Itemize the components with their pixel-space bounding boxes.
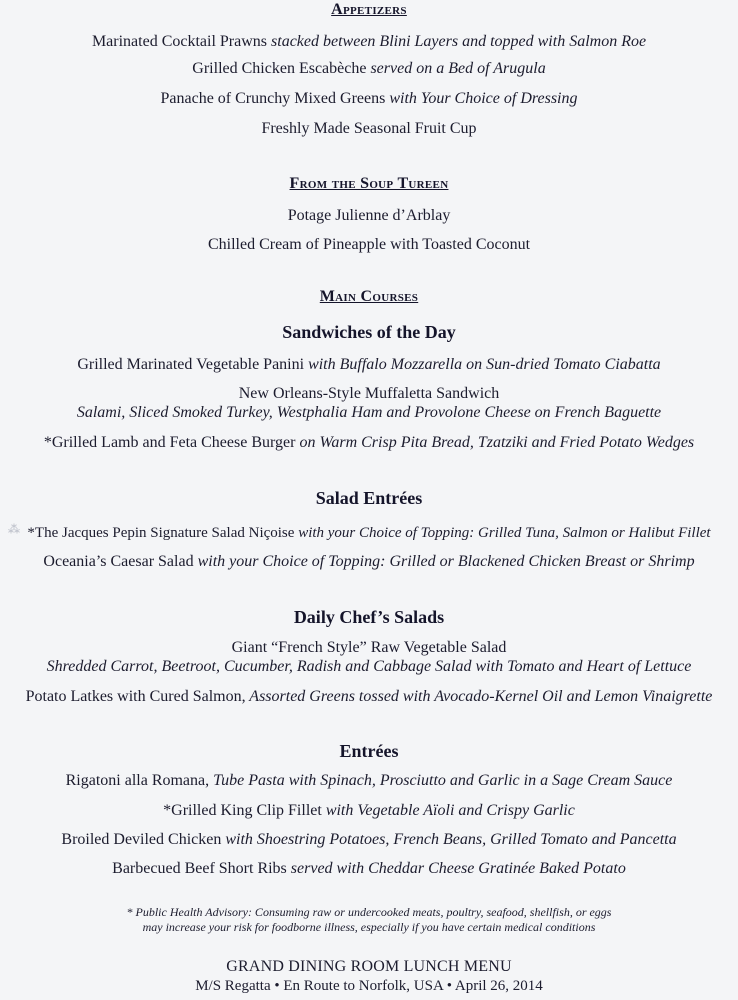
item-description: on Warm Crisp Pita Bread, Tzatziki and Fried Potato Wedges	[295, 434, 695, 451]
menu-item	[0, 89, 738, 109]
entrees-heading: Entrées	[339, 741, 399, 761]
item-name: *Grilled Lamb and Feta Cheese Burger	[43, 434, 296, 451]
item-description: with Vegetable Aïoli and Crispy Garlic	[321, 802, 575, 819]
menu-item	[0, 32, 738, 52]
appetizers-heading: Appetizers	[331, 1, 407, 18]
sandwiches-heading: Sandwiches of the Day	[282, 322, 456, 342]
menu-item	[0, 859, 738, 879]
menu-title: GRAND DINING ROOM LUNCH MENU	[226, 958, 512, 975]
item-name: Barbecued Beef Short Ribs	[112, 860, 287, 877]
menu-item	[0, 552, 738, 572]
item-name: Broiled Deviled Chicken	[61, 831, 222, 848]
item-name: Freshly Made Seasonal Fruit Cup	[261, 120, 477, 137]
item-description: with Your Choice of Dressing	[385, 90, 578, 107]
menu-item	[0, 830, 738, 850]
item-description: with your Choice of Topping: Grilled or Blackened Chicken Breast or Shrimp	[193, 553, 695, 570]
item-description: Assorted Greens tossed with Avocado-Kernel Oil and Lemon Vinaigrette	[245, 688, 713, 705]
menu-subtitle: M/S Regatta • En Route to Norfolk, USA • April 26, 2014	[195, 978, 543, 994]
item-description: with your Choice of Topping: Grilled Tuna, Salmon or Halibut Fillet	[294, 525, 711, 541]
menu-item	[0, 433, 738, 453]
item-description: served with Cheddar Cheese Gratinée Baked Potato	[286, 860, 626, 877]
item-description: stacked between Blini Layers and topped with Salmon Roe	[267, 33, 647, 50]
menu-item	[0, 59, 738, 79]
menu-item-description: Salami, Sliced Smoked Turkey, Westphalia Ham and Provolone Cheese on French Baguette	[76, 404, 662, 421]
main-courses-heading: Main Courses	[319, 288, 419, 305]
menu-item	[0, 771, 738, 791]
item-name: Rigatoni alla Romana,	[65, 772, 210, 789]
item-name: *The Jacques Pepin Signature Salad Niçoise	[27, 525, 295, 541]
menu-item: Chilled Cream of Pineapple with Toasted Coconut	[207, 236, 531, 253]
menu-item	[0, 119, 738, 139]
item-name: *Grilled King Clip Fillet	[163, 802, 322, 819]
item-name: Grilled Marinated Vegetable Panini	[77, 356, 305, 373]
soup-heading: From the Soup Tureen	[289, 175, 449, 192]
item-name: Potato Latkes with Cured Salmon,	[25, 688, 246, 705]
health-advisory-line-1: * Public Health Advisory: Consuming raw or undercooked meats, poultry, seafood, shellfish, or eggs	[126, 905, 612, 919]
health-advisory-line-2: may increase your risk for foodborne illness, especially if you have certain medical conditions	[142, 920, 596, 934]
menu-item: Potage Julienne d’Arblay	[287, 207, 451, 224]
menu-item	[0, 687, 738, 707]
print-artifact-icon: ⁂	[8, 522, 20, 536]
menu-item	[0, 801, 738, 821]
menu-item-name: New Orleans-Style Muffaletta Sandwich	[238, 385, 500, 402]
menu-item-name: Giant “French Style” Raw Vegetable Salad	[231, 639, 507, 656]
item-description: served on a Bed of Arugula	[366, 60, 546, 77]
chefs-salads-heading: Daily Chef’s Salads	[293, 607, 445, 627]
menu-item	[0, 523, 738, 543]
item-name: Oceania’s Caesar Salad	[43, 553, 194, 570]
salad-entrees-heading: Salad Entrées	[315, 488, 423, 508]
item-description: Tube Pasta with Spinach, Prosciutto and Garlic in a Sage Cream Sauce	[209, 772, 673, 789]
menu-item-description: Shredded Carrot, Beetroot, Cucumber, Radish and Cabbage Salad with Tomato and Heart of Lettuce	[46, 658, 692, 675]
item-name: Panache of Crunchy Mixed Greens	[160, 90, 386, 107]
item-name: Grilled Chicken Escabèche	[192, 60, 367, 77]
item-name: Marinated Cocktail Prawns	[91, 33, 268, 50]
menu-item	[0, 355, 738, 375]
item-description: with Buffalo Mozzarella on Sun-dried Tomato Ciabatta	[304, 356, 661, 373]
item-description: with Shoestring Potatoes, French Beans, Grilled Tomato and Pancetta	[221, 831, 677, 848]
